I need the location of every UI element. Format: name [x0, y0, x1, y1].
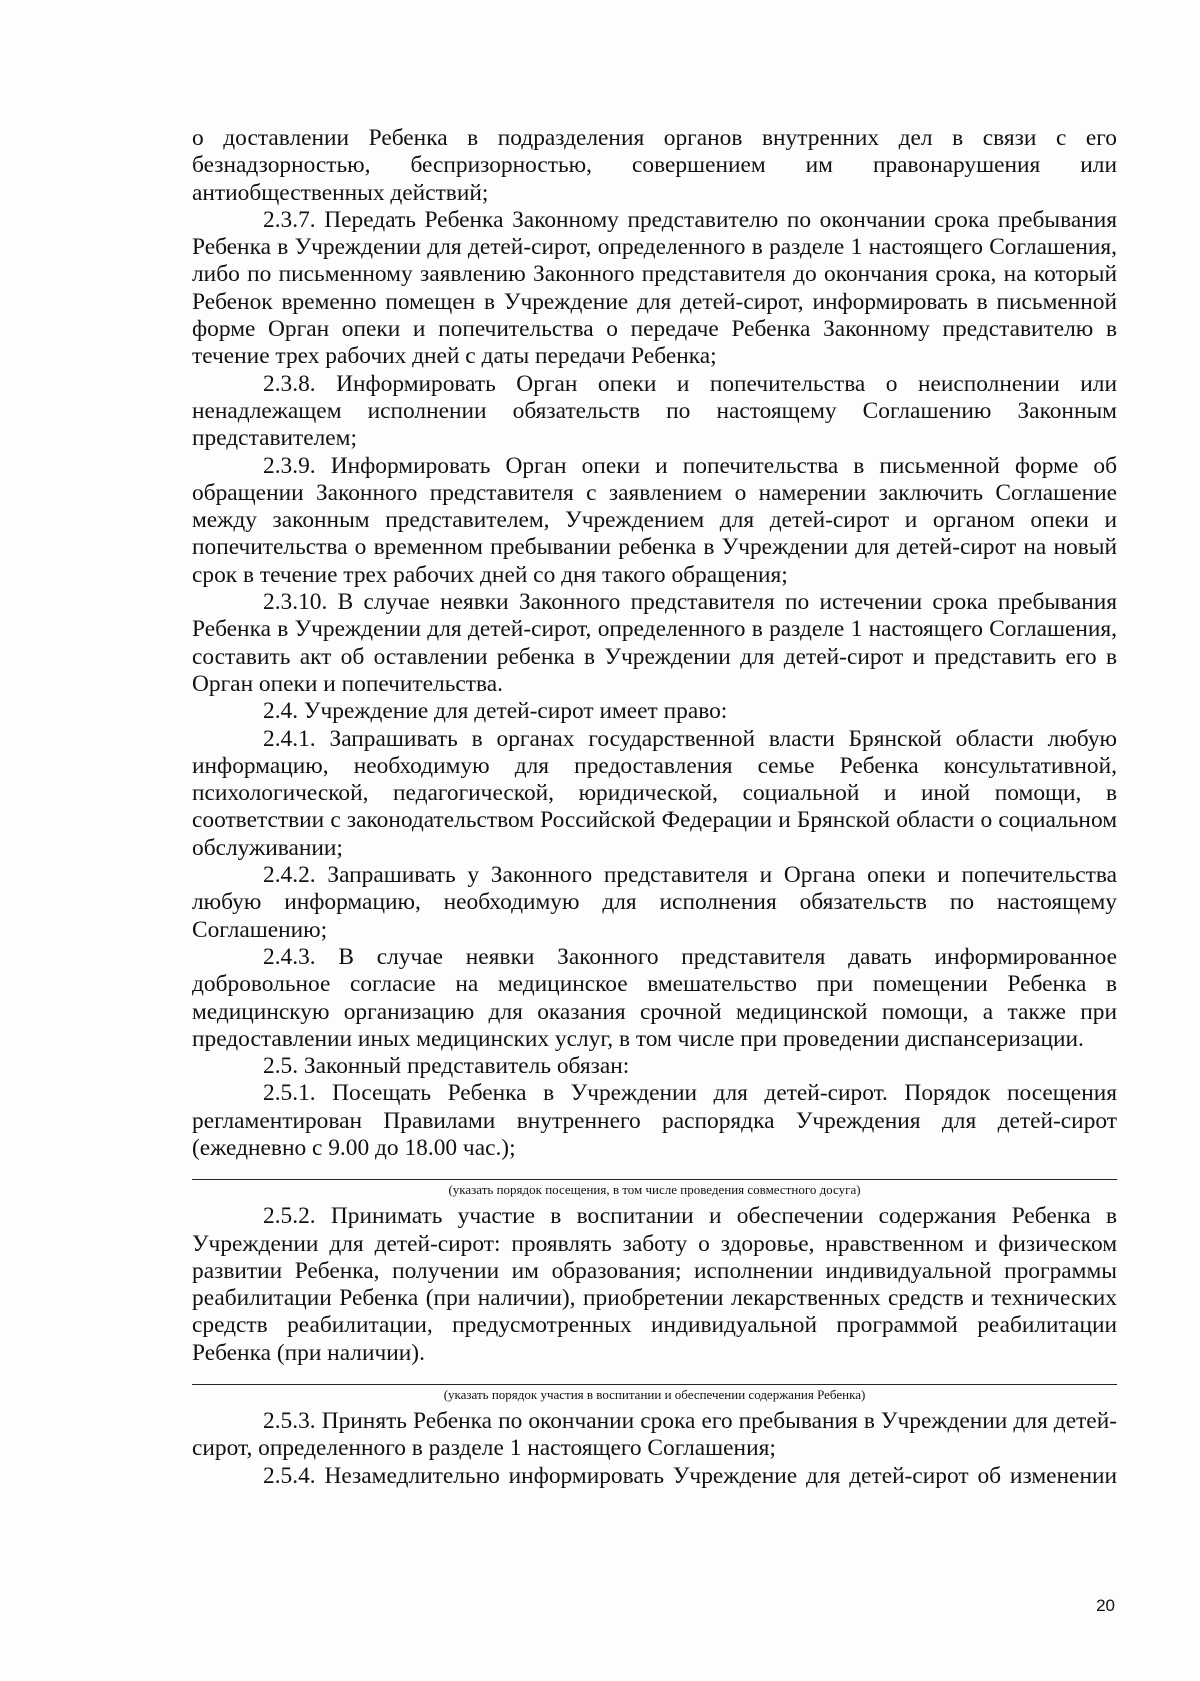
paragraph-2-5: 2.5. Законный представитель обязан: — [263, 1053, 630, 1080]
paragraph-2-4-2: 2.4.2. Запрашивать у Законного представителя и Органа опеки и попечительства любую информацию, необходимую для исполнения обязательств по настоящему Соглашению; — [192, 862, 1117, 943]
document-body — [192, 125, 1117, 1490]
paragraph-2-5-2: 2.5.2. Принимать участие в воспитании и обеспечении содержания Ребенка в Учреждении для детей-сирот: проявлять заботу о здоровье, нравственном и физическом развитии Ребенка, получении им образования; исполнении индивидуальной программы реабилитации Ребенка (при наличии), приобретении лекарственных средств и технических средств реабилитации, предусмотренных индивидуальной программой реабилитации Ребенка (при наличии). — [192, 1203, 1117, 1366]
paragraph-2-5-3: 2.5.3. Принять Ребенка по окончании срока его пребывания в Учреждении для детей-сирот, определенного в разделе 1 настоящего Соглашения; — [192, 1408, 1117, 1462]
paragraph-2-3-8: 2.3.8. Информировать Орган опеки и попечительства о неисполнении или ненадлежащем исполнении обязательств по настоящему Соглашению Законным представителем; — [192, 370, 1117, 452]
paragraph-2-3-10: 2.3.10. В случае неявки Законного представителя по истечении срока пребывания Ребенка в Учреждении для детей-сирот, определенного в разделе 1 настоящего Соглашения, составить акт об оставлении ребенка в Учреждении для детей-сирот и представить его в Орган опеки и попечительства. — [192, 589, 1117, 697]
fill-in-field-upbringing-order — [192, 1384, 1117, 1402]
paragraph-2-3-9: 2.3.9. Информировать Орган опеки и попечительства в письменной форме об обращении Законного представителя с заявлением о намерении заключить Соглашение между законным представителем, Учреждением для детей-сирот и органом опеки и попечительства о временном пребывании ребенка в Учреждении для детей-сирот на новый срок в течение трех рабочих дней со дня такого обращения; — [192, 452, 1117, 588]
fill-in-caption: (указать порядок посещения, в том числе проведения совместного досуга) — [448, 1182, 861, 1198]
fill-in-caption: (указать порядок участия в воспитании и обеспечении содержания Ребенка) — [443, 1387, 866, 1403]
fill-in-line — [192, 1384, 1117, 1385]
paragraph-2-4: 2.4. Учреждение для детей-сирот имеет право: — [263, 698, 728, 725]
paragraph-2-4-3: 2.4.3. В случае неявки Законного представителя давать информированное добровольное согласие на медицинское вмешательство при помещении Ребенка в медицинскую организацию для оказания срочной медицинской помощи, а также при предоставлении иных медицинских услуг, в том числе при проведении диспансеризации. — [192, 943, 1117, 1052]
paragraph-2-4-1: 2.4.1. Запрашивать в органах государственной власти Брянской области любую информацию, необходимую для предоставления семье Ребенка консультативной, психологической, педагогической, юридической, социальной и иной помощи, в соответствии с законодательством Российской Федерации и Брянской области о социальном обслуживании; — [192, 725, 1117, 861]
paragraph-continuation: о доставлении Ребенка в подразделения органов внутренних дел в связи с его безнадзорностью, беспризорностью, совершением им правонарушения или антиобщественных действий; — [192, 125, 1117, 206]
paragraph-2-3-7: 2.3.7. Передать Ребенка Законному представителю по окончании срока пребывания Ребенка в Учреждении для детей-сирот, определенного в разделе 1 настоящего Соглашения, либо по письменному заявлению Законного представителя до окончания срока, на который Ребенок временно помещен в Учреждение для детей-сирот, информировать в письменной форме Орган опеки и попечительства о передаче Ребенка Законному представителю в течение трех рабочих дней с даты передачи Ребенка; — [192, 206, 1117, 370]
paragraph-2-5-4: 2.5.4. Незамедлительно информировать Учреждение для детей-сирот об изменении — [263, 1462, 1117, 1489]
fill-in-line — [192, 1179, 1117, 1180]
fill-in-field-visit-order — [192, 1179, 1117, 1197]
paragraph-2-5-1: 2.5.1. Посещать Ребенка в Учреждении для детей-сирот. Порядок посещения регламентирован Правилами внутреннего распорядка Учреждения для детей-сирот (ежедневно с 9.00 до 18.00 час.); — [192, 1080, 1117, 1161]
page-number: 20 — [1096, 1596, 1115, 1615]
